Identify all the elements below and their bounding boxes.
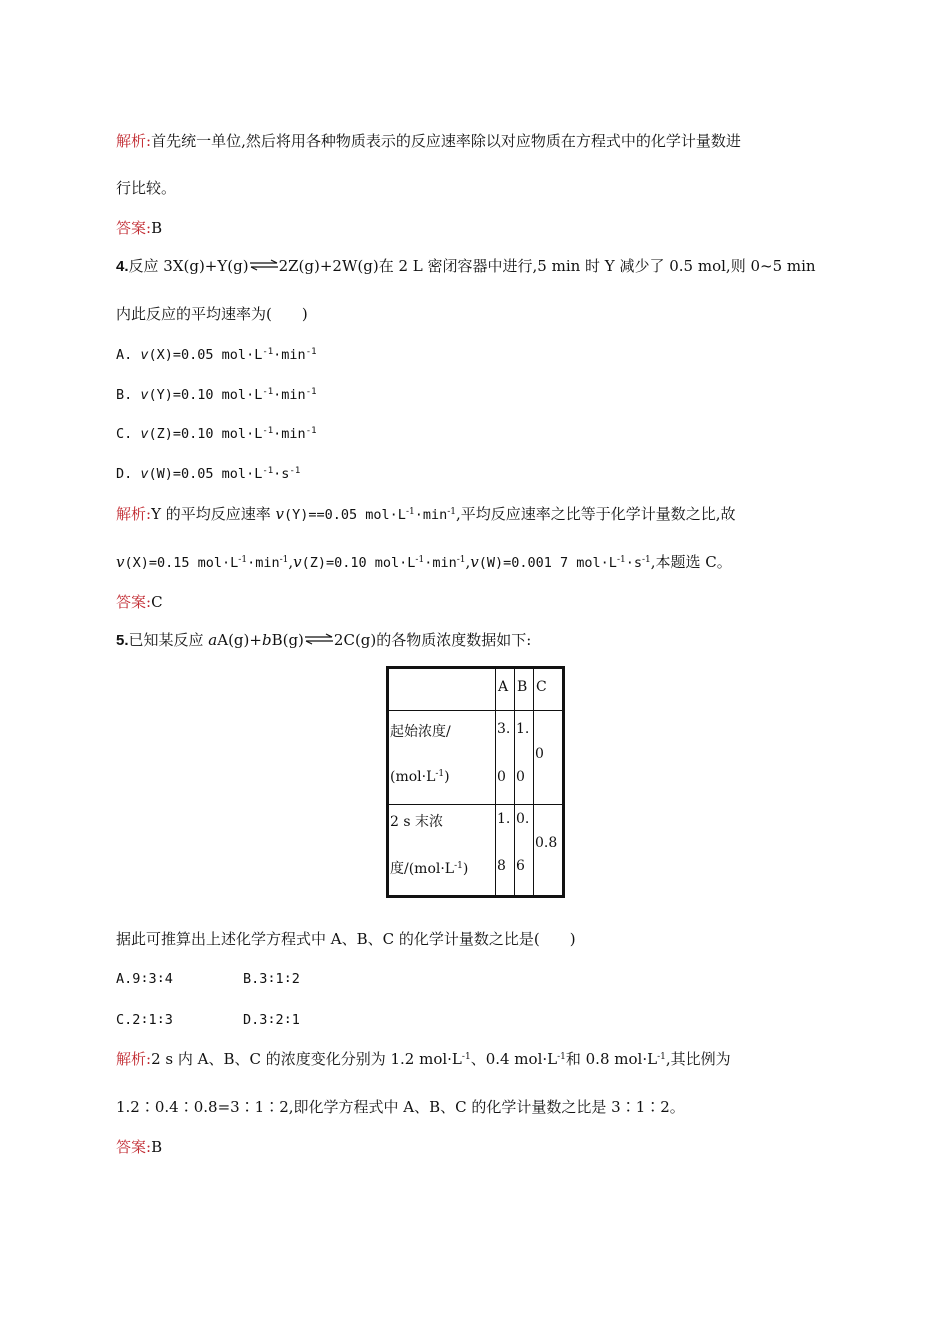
q5-analysis-line1: 解析:2 s 内 A、B、C 的浓度变化分别为 1.2 $mol\cdot L^{-1}$、0.4 $mol\cdot L^{-1}$和 0.8 $mol\cdot L^{-1}$,其比例为: [116, 1050, 731, 1068]
q3-analysis-line1: 解析:首先统一单位,然后将用各种物质表示的反应速率除以对应物质在方程式中的化学计量数进: [116, 132, 741, 150]
table-header-b: B: [515, 668, 534, 711]
row-2s-c: 0.8: [534, 805, 564, 897]
q4-stem-post: 2Z(g)+2W(g)在 2 L 密闭容器中进行,5 min 时 Y 减少了 0.5 mol,则 0~5 min: [278, 257, 816, 275]
q4-number: 4.: [116, 258, 129, 275]
q3-analysis-line2: 行比较。: [116, 179, 177, 197]
q4-stem-pre: 反应 3X(g)+Y(g): [128, 257, 249, 275]
q3-answer: 答案:B: [116, 219, 163, 237]
q4-answer: 答案:C: [116, 593, 163, 611]
q5-analysis-label: 解析: [116, 1050, 147, 1068]
q5-option-d: D.3∶2∶1: [243, 1012, 300, 1028]
equilibrium-arrow-icon: [249, 259, 279, 271]
q5-answer-label: 答案: [116, 1138, 147, 1156]
q5-option-b: B.3∶1∶2: [243, 971, 300, 987]
q5-answer: 答案:B: [116, 1138, 163, 1156]
table-row: [388, 711, 564, 805]
q4-option-b: B. v(Y)=0.10 $mol\cdot L^{-1}\cdot\min^{-1}$: [116, 387, 317, 403]
q5-question: 据此可推算出上述化学方程式中 A、B、C 的化学计量数之比是( ): [116, 930, 576, 948]
row-initial-c: 0: [534, 711, 564, 805]
table-header-c: C: [534, 668, 564, 711]
table-header-row: [388, 668, 564, 711]
q5-option-row1: [116, 969, 173, 989]
concentration-table: [386, 666, 565, 898]
q4-stem-line1: [116, 256, 816, 277]
q5-stem: 5.已知某反应 aA(g)+bB(g) 2C(g)的各物质浓度数据如下:: [116, 631, 532, 649]
q3-analysis-label: 解析: [116, 132, 147, 150]
row-initial-label: 起始浓度/ $(mol\cdot L^{-1})$: [388, 711, 496, 805]
row-2s-label: 2 s 末浓 度$/(mol\cdot L^{-1})$: [388, 805, 496, 897]
row-initial-b: 1. 0: [515, 711, 534, 805]
q4-analysis-line1: 解析:Y 的平均反应速率 v(Y)==0.05 $mol\cdot L^{-1}\cdot\min^{-1}$,平均反应速率之比等于化学计量数之比,故: [116, 505, 736, 523]
q3-analysis-text: 首先统一单位,然后将用各种物质表示的反应速率除以对应物质在方程式中的化学计量数进: [151, 132, 741, 150]
q4-analysis-line2: v(X)=0.15 $mol\cdot L^{-1}\cdot\min^{-1},v(Z)=0.10$ $mol\cdot L^{-1}\cdot\min^{-1},v(W)=0.001$ 7 $mol\cdot L^{-1}\cdot s^{-1}$,本题选 C。: [116, 553, 732, 571]
q3-answer-value: B: [151, 219, 163, 237]
q4-analysis-label: 解析: [116, 505, 147, 523]
q4-option-c: C. v(Z)=0.10 $mol\cdot L^{-1}\cdot\min^{-1}$: [116, 426, 317, 442]
row-2s-b: 0. 6: [515, 805, 534, 897]
table-corner-cell: [388, 668, 496, 711]
row-initial-a: 3. 0: [496, 711, 515, 805]
q4-answer-value: C: [151, 593, 163, 611]
row-2s-a: 1. 8: [496, 805, 515, 897]
table-row: [388, 805, 564, 897]
q5-option-c: C.2∶1∶3: [116, 1012, 173, 1028]
equilibrium-arrow-icon: [304, 633, 334, 645]
q5-option-a: A.9∶3∶4: [116, 971, 173, 987]
q4-option-d: D. v(W)=0.05 $mol\cdot L^{-1}\cdot s^{-1}$: [116, 466, 301, 482]
q5-analysis-line2: 1.2∶0.4∶0.8=3∶1∶2,即化学方程式中 A、B、C 的化学计量数之比是 3∶1∶2。: [116, 1098, 685, 1116]
q5-number: 5.: [116, 632, 129, 649]
q5-answer-value: B: [151, 1138, 163, 1156]
q4-option-a: A. v(X)=0.05 $mol\cdot L^{-1}\cdot\min^{-1}$: [116, 347, 317, 363]
q4-answer-label: 答案: [116, 593, 147, 611]
q3-answer-label: 答案: [116, 219, 147, 237]
q4-stem-line2: 内此反应的平均速率为( ): [116, 305, 308, 323]
table-header-a: A: [496, 668, 515, 711]
